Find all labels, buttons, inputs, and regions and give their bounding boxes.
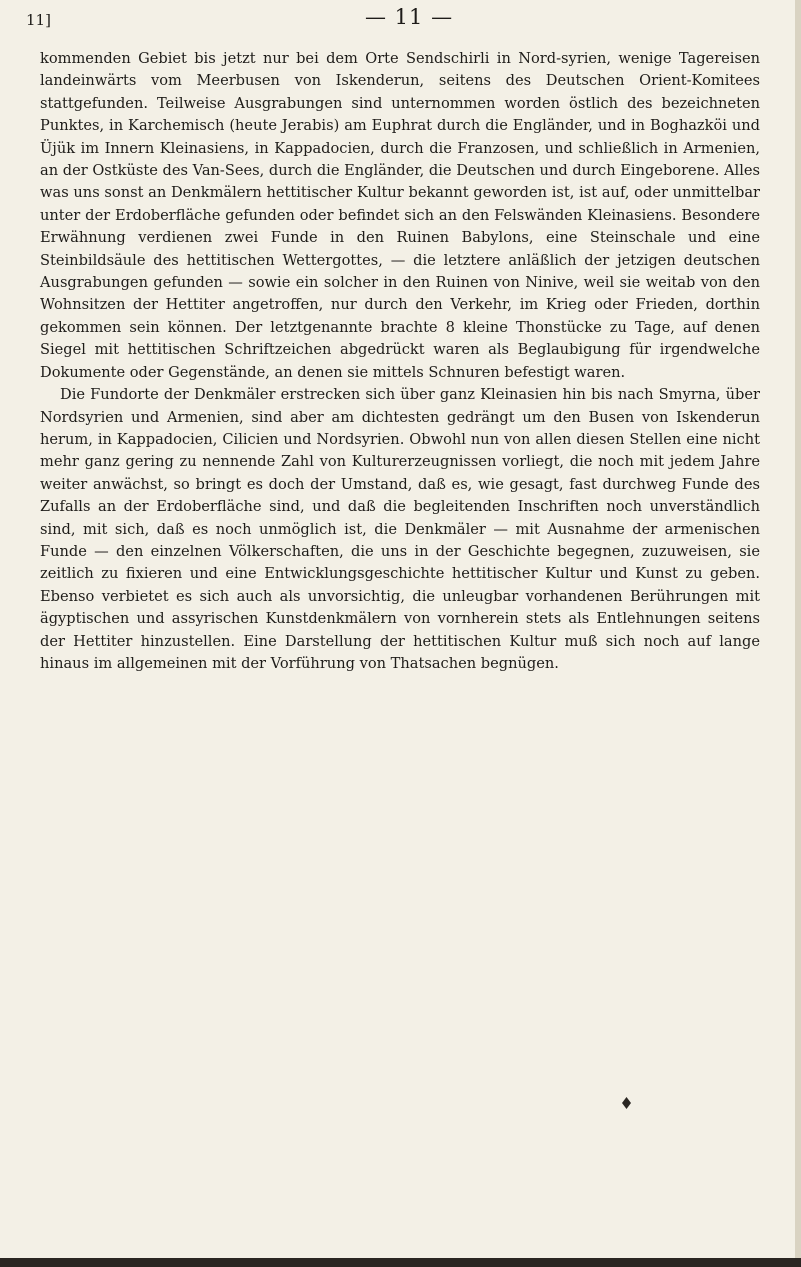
section-page-number: 11] xyxy=(26,11,51,29)
page-edge xyxy=(795,0,801,1267)
paragraph-1: kommenden Gebiet bis jetzt nur bei dem Orte Sendschirli in Nord-syrien, wenige Tagereisen landeinwärts vom Meerbusen von Iskenderun, seitens des Deutschen Orient-Komitees stattgefunden. Teilweise Ausgrabungen sind unternommen worden östlich des bezeichneten Punktes, in Karchemisch (heute Jerabis) am Euphrat durch die Engländer, und in Boghazköi und Üjük im Innern Kleinasiens, in Kappadocien, durch die Franzosen, und schließlich in Armenien, an der Ostküste des Van-Sees, durch die Engländer, die Deutschen und durch Eingeborene. Alles was uns sonst an Denkmälern hettitischer Kultur bekannt geworden ist, ist auf, oder unmittelbar unter der Erdoberfläche gefunden oder befindet sich an den Felswänden Kleinasiens. Besondere Erwähnung verdienen zwei Funde in den Ruinen Babylons, eine Steinschale und eine Steinbildsäule des hettitischen Wettergottes, — die letztere anläßlich der jetzigen deutschen Ausgrabungen gefunden — sowie ein solcher in den Ruinen von Ninive, weil sie weitab von den Wohnsitzen der Hettiter angetroffen, nur durch den Verkehr, im Krieg oder Frieden, dorthin gekommen sein können. Der letztgenannte brachte 8 kleine Thonstücke zu Tage, auf denen Siegel mit hettitischen Schriftzeichen abgedrückt waren als Beglaubigung für irgendwelche Dokumente oder Gegenstände, an denen sie mittels Schnuren befestigt waren. xyxy=(40,50,760,381)
bottom-scan-edge xyxy=(0,1258,801,1267)
body-text xyxy=(40,48,760,675)
paragraph-2: Die Fundorte der Denkmäler erstrecken sich über ganz Kleinasien hin bis nach Smyrna, über Nordsyrien und Armenien, sind aber am dichtesten gedrängt um den Busen von Iskenderun herum, in Kappadocien, Cilicien und Nordsyrien. Obwohl nun von allen diesen Stellen eine nicht mehr ganz gering zu nennende Zahl von Kulturerzeugnissen vorliegt, die noch mit jedem Jahre weiter anwächst, so bringt es doch der Umstand, daß es, wie gesagt, fast durchweg Funde des Zufalls an der Erdoberfläche sind, und daß die begleitenden Inschriften noch unverständlich sind, mit sich, daß es noch unmöglich ist, die Denkmäler — mit Ausnahme der armenischen Funde — den einzelnen Völkerschaften, die uns in der Geschichte begegnen, zuzuweisen, sie zeitlich zu fixieren und eine Entwicklungsgeschichte hettitischer Kultur und Kunst zu geben. Ebenso verbietet es sich auch als unvorsichtig, die unleugbar vorhandenen Berührungen mit ägyptischen und assyrischen Kunstdenkmälern von vornherein stets als Entlehnungen seitens der Hettiter hinzustellen. Eine Darstellung der hettitischen Kultur muß sich noch auf lange hinaus im allgemeinen mit der Vorführung von Thatsachen begnügen. xyxy=(40,386,760,672)
page-number: — 11 — xyxy=(365,5,454,29)
running-header xyxy=(26,3,771,39)
ornament-mark-icon xyxy=(622,1097,631,1109)
